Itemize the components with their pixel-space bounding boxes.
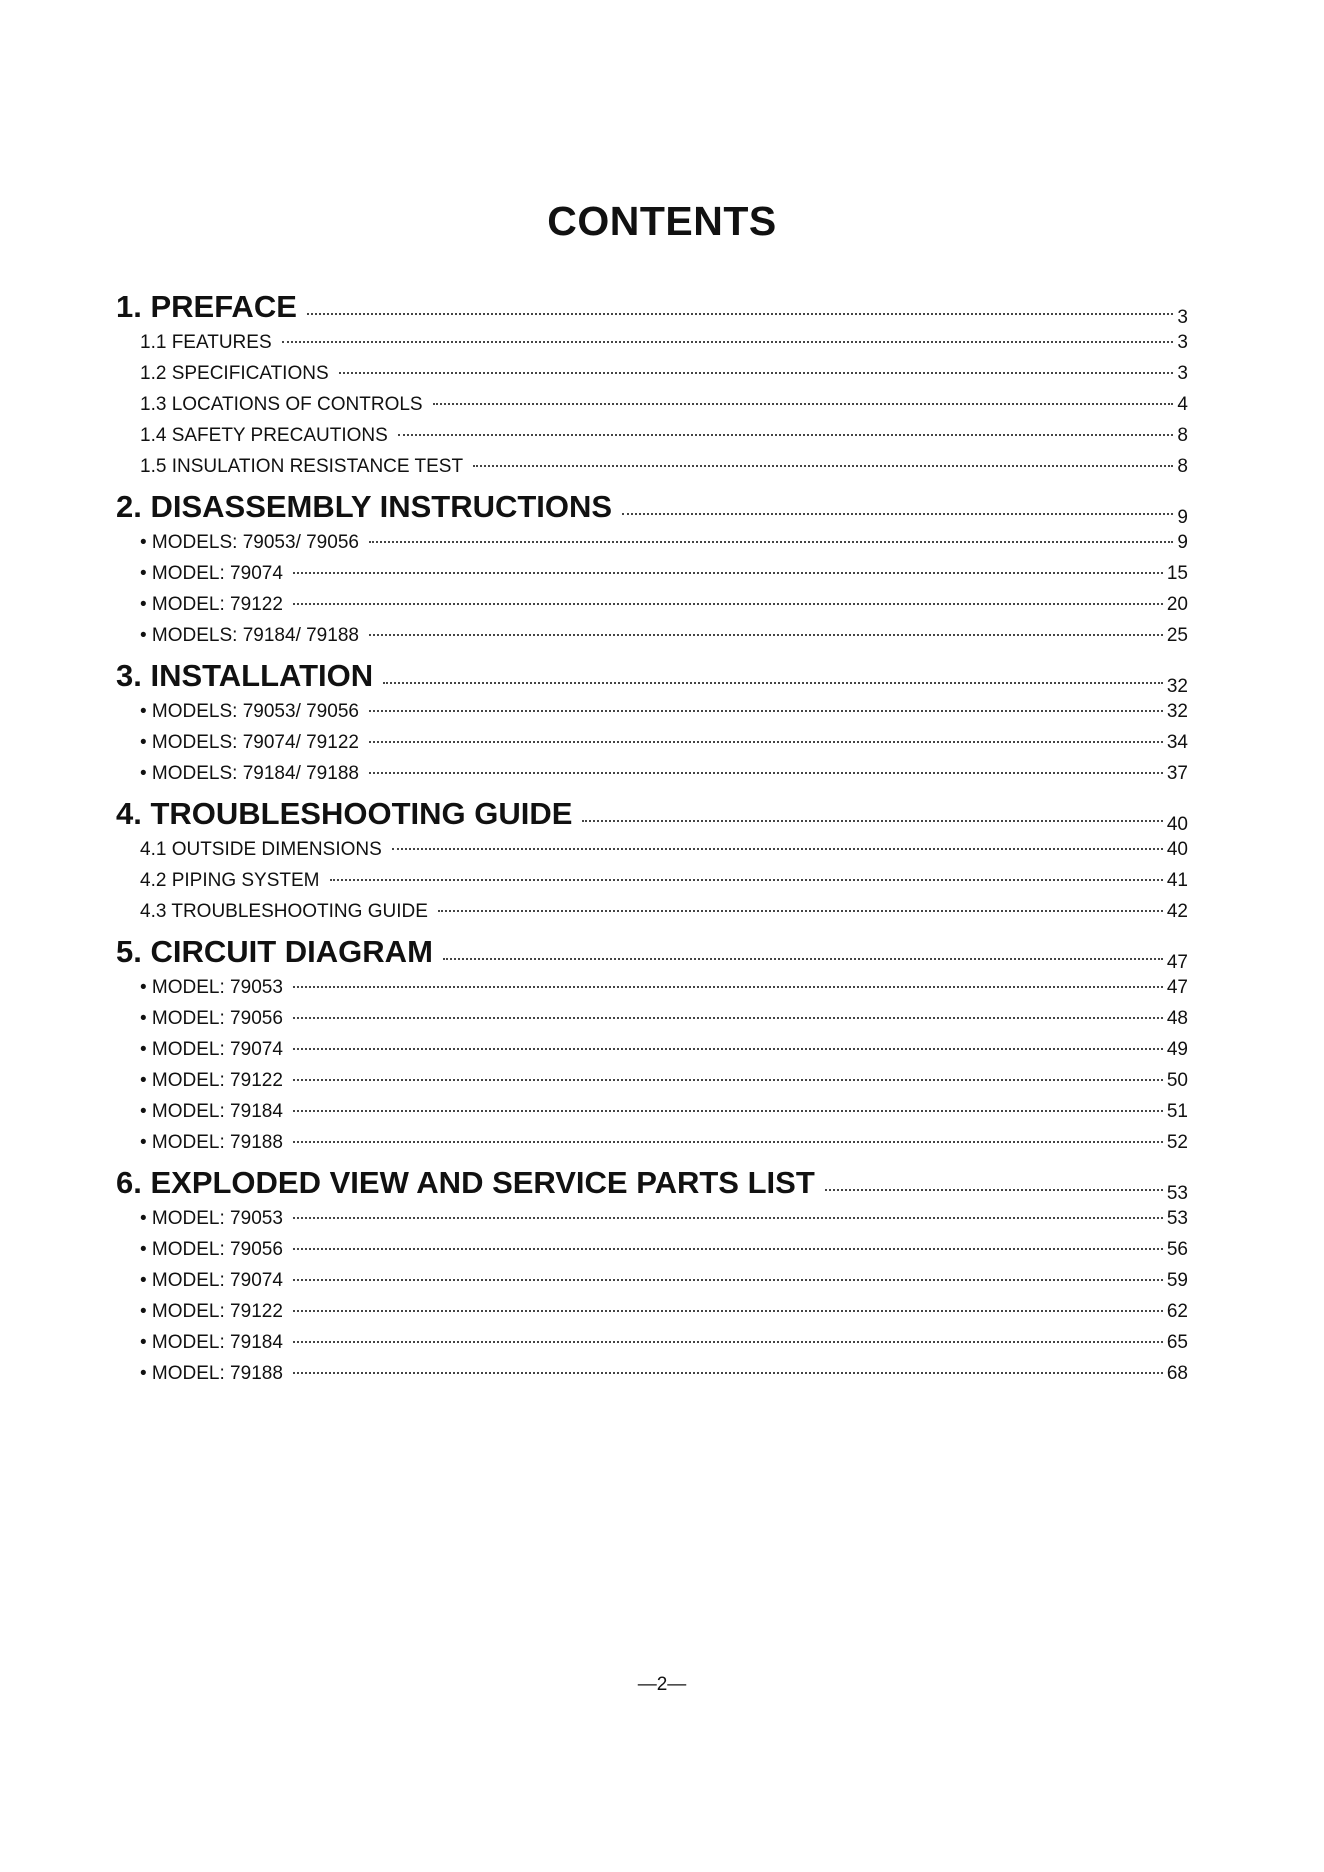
dot-leader xyxy=(473,465,1173,467)
page-number: 9 xyxy=(1177,507,1188,528)
dot-leader xyxy=(293,1110,1163,1112)
dot-leader xyxy=(582,820,1162,822)
toc-entry xyxy=(116,696,1188,727)
entry-label: • MODEL: 79122 xyxy=(140,1301,283,1322)
dot-leader xyxy=(282,341,1174,343)
section-title: 4. TROUBLESHOOTING GUIDE xyxy=(116,796,573,831)
entry-label: • MODELS: 79074/ 79122 xyxy=(140,732,359,753)
page-number: 20 xyxy=(1166,594,1188,615)
dot-leader xyxy=(293,603,1163,605)
toc-section-heading xyxy=(116,932,1188,972)
page-number: 34 xyxy=(1166,732,1188,753)
page-number: 3 xyxy=(1177,332,1188,353)
page-number: 25 xyxy=(1166,625,1188,646)
dot-leader xyxy=(293,1048,1163,1050)
dot-leader xyxy=(293,1310,1163,1312)
table-of-contents xyxy=(116,282,1188,1389)
dot-leader xyxy=(330,879,1163,881)
dot-leader xyxy=(293,1248,1163,1250)
dot-leader xyxy=(307,313,1174,315)
toc-entry xyxy=(116,358,1188,389)
entry-label: • MODEL: 79074 xyxy=(140,1039,283,1060)
entry-label: • MODEL: 79074 xyxy=(140,1270,283,1291)
section-title: 3. INSTALLATION xyxy=(116,658,374,693)
page-number: 47 xyxy=(1166,977,1188,998)
toc-entry xyxy=(116,834,1188,865)
entry-label: 1.1 FEATURES xyxy=(140,332,272,353)
toc-entry xyxy=(116,1234,1188,1265)
page-number: 37 xyxy=(1166,763,1188,784)
page-number: 40 xyxy=(1166,839,1188,860)
dot-leader xyxy=(433,403,1174,405)
entry-label: 1.4 SAFETY PRECAUTIONS xyxy=(140,425,388,446)
toc-entry xyxy=(116,558,1188,589)
dot-leader xyxy=(293,572,1163,574)
toc-section-heading xyxy=(116,1163,1188,1203)
entry-label: 4.2 PIPING SYSTEM xyxy=(140,870,320,891)
page-number: 65 xyxy=(1166,1332,1188,1353)
dot-leader xyxy=(825,1189,1163,1191)
toc-entry xyxy=(116,1034,1188,1065)
entry-label: • MODEL: 79056 xyxy=(140,1239,283,1260)
toc-section-heading xyxy=(116,656,1188,696)
dot-leader xyxy=(369,541,1173,543)
entry-label: 4.3 TROUBLESHOOTING GUIDE xyxy=(140,901,428,922)
entry-label: • MODELS: 79053/ 79056 xyxy=(140,701,359,722)
toc-entry xyxy=(116,620,1188,651)
page-number: 4 xyxy=(1177,394,1188,415)
toc-entry xyxy=(116,1127,1188,1158)
entry-label: 4.1 OUTSIDE DIMENSIONS xyxy=(140,839,382,860)
entry-label: 1.5 INSULATION RESISTANCE TEST xyxy=(140,456,464,477)
page-number: 9 xyxy=(1177,532,1188,553)
entry-label: • MODEL: 79074 xyxy=(140,563,283,584)
dot-leader xyxy=(438,910,1163,912)
toc-entry xyxy=(116,972,1188,1003)
entry-label: • MODELS: 79053/ 79056 xyxy=(140,532,359,553)
dot-leader xyxy=(293,1017,1163,1019)
toc-section-heading xyxy=(116,487,1188,527)
entry-label: • MODEL: 79188 xyxy=(140,1363,283,1384)
toc-entry xyxy=(116,865,1188,896)
page-number: 48 xyxy=(1166,1008,1188,1029)
toc-entry xyxy=(116,420,1188,451)
dot-leader xyxy=(293,1341,1163,1343)
toc-entry xyxy=(116,1003,1188,1034)
dot-leader xyxy=(293,1279,1163,1281)
dot-leader xyxy=(293,986,1163,988)
toc-entry xyxy=(116,758,1188,789)
toc-entry xyxy=(116,1203,1188,1234)
dot-leader xyxy=(398,434,1174,436)
dot-leader xyxy=(369,634,1163,636)
page-number: 15 xyxy=(1166,563,1188,584)
dot-leader xyxy=(392,848,1163,850)
page-number: 51 xyxy=(1166,1101,1188,1122)
page-number: 56 xyxy=(1166,1239,1188,1260)
page-number: 52 xyxy=(1166,1132,1188,1153)
dot-leader xyxy=(443,958,1163,960)
entry-label: • MODEL: 79184 xyxy=(140,1332,283,1353)
dot-leader xyxy=(369,710,1163,712)
toc-entry xyxy=(116,327,1188,358)
entry-label: • MODEL: 79053 xyxy=(140,977,283,998)
page-title: CONTENTS xyxy=(547,198,777,244)
toc-entry xyxy=(116,727,1188,758)
page-number: 68 xyxy=(1166,1363,1188,1384)
dot-leader xyxy=(622,513,1173,515)
dot-leader xyxy=(369,772,1163,774)
dot-leader xyxy=(293,1079,1163,1081)
page-number-footer: —2— xyxy=(637,1674,687,1695)
toc-entry xyxy=(116,1096,1188,1127)
dot-leader xyxy=(293,1141,1163,1143)
toc-entry xyxy=(116,451,1188,482)
entry-label: • MODEL: 79053 xyxy=(140,1208,283,1229)
entry-label: • MODEL: 79184 xyxy=(140,1101,283,1122)
entry-label: • MODEL: 79056 xyxy=(140,1008,283,1029)
entry-label: • MODEL: 79122 xyxy=(140,1070,283,1091)
toc-entry xyxy=(116,1265,1188,1296)
toc-entry xyxy=(116,527,1188,558)
section-title: 6. EXPLODED VIEW AND SERVICE PARTS LIST xyxy=(116,1165,815,1200)
entry-label: • MODELS: 79184/ 79188 xyxy=(140,625,359,646)
dot-leader xyxy=(293,1217,1163,1219)
dot-leader xyxy=(369,741,1163,743)
page-number: 3 xyxy=(1177,307,1188,328)
page-number: 3 xyxy=(1177,363,1188,384)
page-number: 41 xyxy=(1166,870,1188,891)
entry-label: • MODELS: 79184/ 79188 xyxy=(140,763,359,784)
dot-leader xyxy=(339,372,1174,374)
page-number: 59 xyxy=(1166,1270,1188,1291)
toc-entry xyxy=(116,1065,1188,1096)
toc-entry xyxy=(116,1327,1188,1358)
page-number: 53 xyxy=(1166,1208,1188,1229)
page-number: 50 xyxy=(1166,1070,1188,1091)
section-title: 5. CIRCUIT DIAGRAM xyxy=(116,934,433,969)
page-number: 49 xyxy=(1166,1039,1188,1060)
entry-label: • MODEL: 79188 xyxy=(140,1132,283,1153)
page-number: 32 xyxy=(1166,676,1188,697)
toc-section-heading xyxy=(116,794,1188,834)
toc-entry xyxy=(116,389,1188,420)
entry-label: 1.3 LOCATIONS OF CONTROLS xyxy=(140,394,423,415)
toc-entry xyxy=(116,896,1188,927)
page-number: 53 xyxy=(1166,1183,1188,1204)
entry-label: • MODEL: 79122 xyxy=(140,594,283,615)
page-number: 42 xyxy=(1166,901,1188,922)
toc-entry xyxy=(116,589,1188,620)
section-title: 1. PREFACE xyxy=(116,289,297,324)
dot-leader xyxy=(293,1372,1163,1374)
page-number: 62 xyxy=(1166,1301,1188,1322)
section-title: 2. DISASSEMBLY INSTRUCTIONS xyxy=(116,489,613,524)
dot-leader xyxy=(383,682,1163,684)
page-number: 47 xyxy=(1166,952,1188,973)
toc-section-heading xyxy=(116,287,1188,327)
entry-label: 1.2 SPECIFICATIONS xyxy=(140,363,329,384)
page-number: 40 xyxy=(1166,814,1188,835)
toc-entry xyxy=(116,1358,1188,1389)
page-number: 32 xyxy=(1166,701,1188,722)
toc-entry xyxy=(116,1296,1188,1327)
page-number: 8 xyxy=(1177,425,1188,446)
page-number: 8 xyxy=(1177,456,1188,477)
